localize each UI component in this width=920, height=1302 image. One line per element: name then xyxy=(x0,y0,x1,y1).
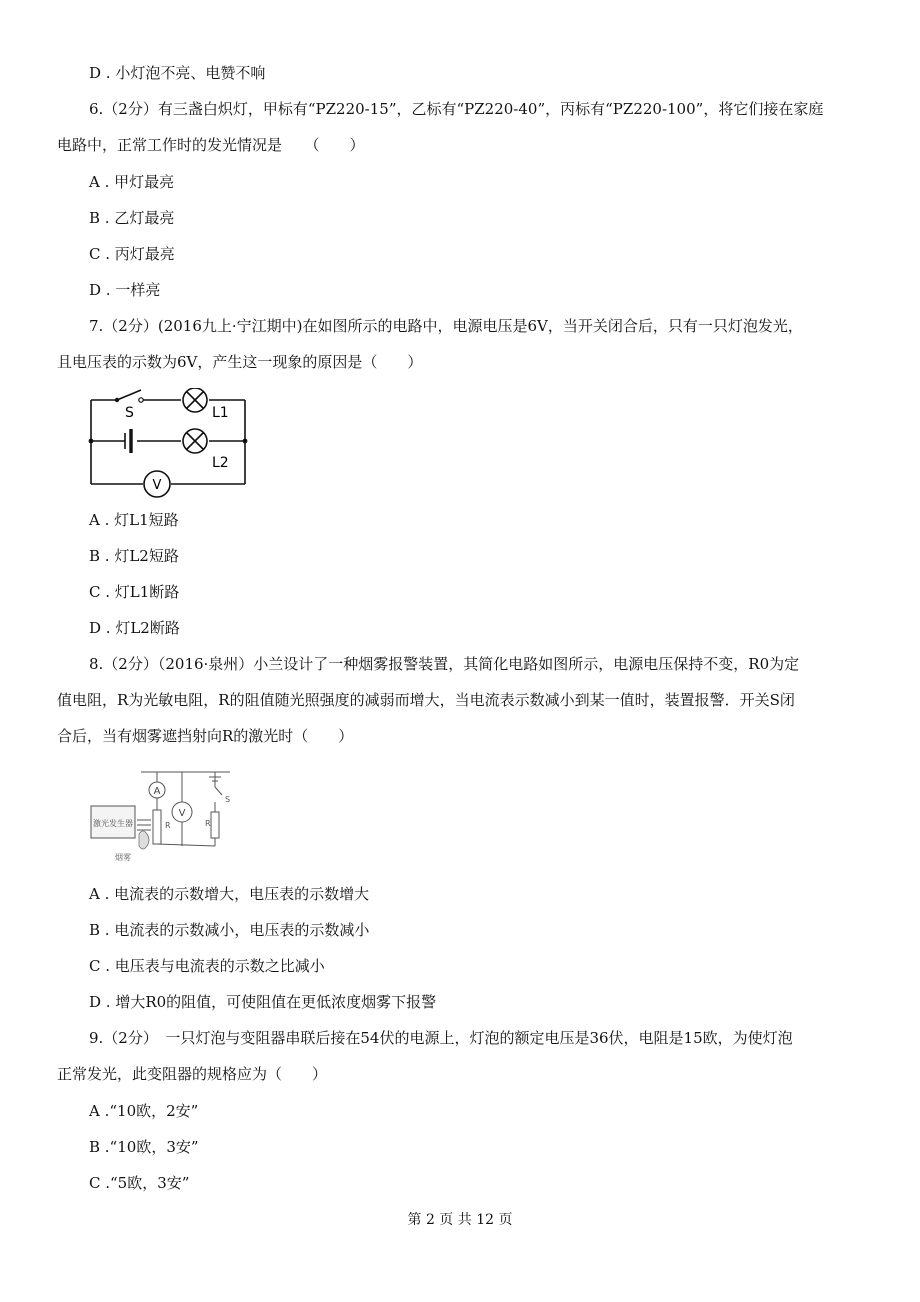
q9-stem-line2: 正常发光，此变阻器的规格应为（ ） xyxy=(57,1065,328,1083)
q9-option-c: C .“5欧，3安” xyxy=(89,1174,190,1192)
q6-option-d: D . 一样亮 xyxy=(89,281,161,299)
q7-circuit-diagram xyxy=(85,388,255,498)
resistor-r-label: R xyxy=(165,821,171,830)
switch-blade xyxy=(117,390,141,400)
q8-option-a: A . 电流表的示数增大，电压表的示数增大 xyxy=(89,885,370,903)
q8-option-c: C . 电压表与电流表的示数之比减小 xyxy=(89,957,325,975)
voltmeter-label: V xyxy=(178,808,186,819)
q5-option-d: D . 小灯泡不亮、电赞不响 xyxy=(89,64,266,82)
q7-option-c: C . 灯L1断路 xyxy=(89,583,180,601)
q7-option-a: A . 灯L1短路 xyxy=(89,511,179,529)
photoresistor-r-icon xyxy=(153,810,161,844)
q7-stem-line2: 且电压表的示数为6V，产生这一现象的原因是（ ） xyxy=(57,353,423,371)
q6-option-c: C . 丙灯最亮 xyxy=(89,245,175,263)
q8-stem-line2: 值电阻，R为光敏电阻，R的阻值随光照强度的减弱而增大，当电流表示数减小到某一值时，装置报警．开关S闭 xyxy=(57,691,795,709)
q6-option-b: B . 乙灯最亮 xyxy=(89,209,175,227)
q8-stem-line3: 合后，当有烟雾遮挡射向R的激光时（ ） xyxy=(57,727,354,745)
q6-stem-line2: 电路中，正常工作时的发光情况是 （ ） xyxy=(57,136,365,154)
page-footer: 第 2 页 共 12 页 xyxy=(407,1212,513,1228)
battery-icon xyxy=(125,429,131,453)
q6-option-a: A . 甲灯最亮 xyxy=(89,173,175,191)
lamp-l1-label: L1 xyxy=(212,405,229,421)
smoke-label: 烟雾 xyxy=(115,853,131,862)
smoke-icon xyxy=(139,831,149,849)
laser-generator-label: 激光发生器 xyxy=(93,819,133,828)
resistor-r0-icon xyxy=(211,812,219,838)
resistor-r0-label: R xyxy=(205,819,211,828)
q7-option-d: D . 灯L2断路 xyxy=(89,619,180,637)
q8-stem-line1: 8.（2分）（2016·泉州）小兰设计了一种烟雾报警装置，其简化电路如图所示，电源电压保持不变，R0为定 xyxy=(89,655,800,673)
ammeter-label: A xyxy=(153,786,161,797)
q7-stem-line1: 7.（2分）(2016九上·宁江期中)在如图所示的电路中，电源电压是6V，当开关闭合后，只有一只灯泡发光， xyxy=(89,317,803,335)
q8-option-b: B . 电流表的示数减小，电压表的示数减小 xyxy=(89,921,370,939)
q9-option-b: B .“10欧，3安” xyxy=(89,1138,199,1156)
voltmeter-label: V xyxy=(152,478,162,493)
lamp-l2-label: L2 xyxy=(212,455,229,471)
q8-option-d: D . 增大R0的阻值，可使阻值在更低浓度烟雾下报警 xyxy=(89,993,437,1011)
switch-label: S xyxy=(125,405,134,421)
lamp-l2-icon xyxy=(183,429,207,453)
lamp-l1-icon xyxy=(183,388,207,412)
q9-option-a: A .“10欧，2安” xyxy=(89,1102,199,1120)
q9-stem-line1: 9.（2分） 一只灯泡与变阻器串联后接在54伏的电源上，灯泡的额定电压是36伏，电阻是15欧，为使灯泡 xyxy=(89,1029,793,1047)
q7-option-b: B . 灯L2短路 xyxy=(89,547,179,565)
q6-stem-line1: 6.（2分）有三盏白炽灯，甲标有“PZ220-15”，乙标有“PZ220-40”，丙标有“PZ220-100”，将它们接在家庭 xyxy=(89,100,824,118)
switch-label: S xyxy=(225,795,231,804)
q8-smoke-alarm-diagram xyxy=(85,762,245,867)
